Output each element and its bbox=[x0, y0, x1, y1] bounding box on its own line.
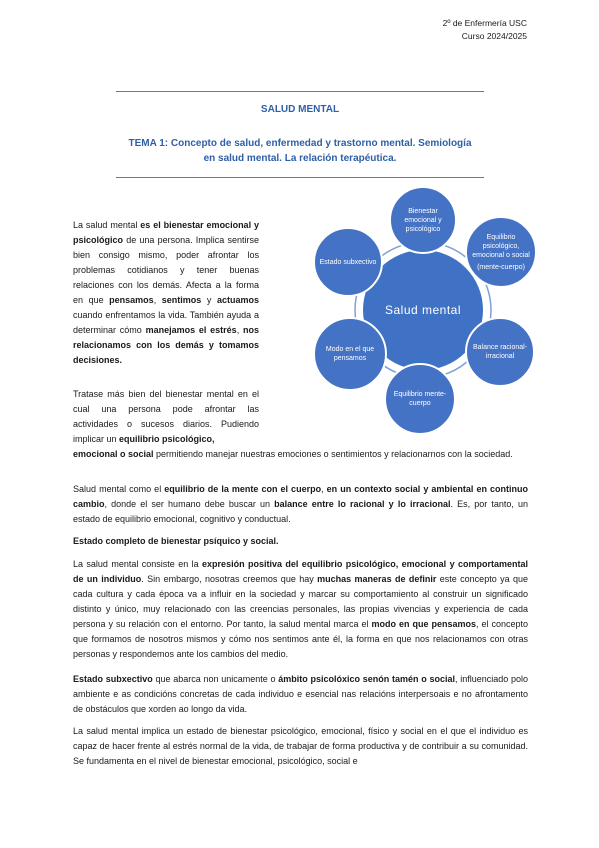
paragraph-expresion-positiva bbox=[73, 557, 528, 662]
p1-text-3: , bbox=[153, 295, 162, 305]
paragraph-bienestar-col bbox=[73, 387, 259, 447]
salud-mental-diagram bbox=[310, 186, 536, 406]
p6-bold-1: Estado subxectivo bbox=[73, 674, 153, 684]
p1-bold-4: actuamos bbox=[216, 295, 259, 305]
p2-text-2: permitiendo manejar nuestras emociones o sentimientos y relacionarnos con la sociedad. bbox=[153, 449, 513, 459]
node-bienestar: Bienestar emocional y psicológico bbox=[389, 186, 457, 254]
p3-bold-1: equilibrio de la mente con el cuerpo bbox=[164, 484, 322, 494]
node-modo-pensamos: Modo en el que pensamos bbox=[313, 317, 387, 391]
topic-title bbox=[100, 136, 500, 166]
paragraph-estado-subxectivo bbox=[73, 672, 528, 717]
p1-text-5: cuando enfrentamos la vida. También ayuda a determinar cómo bbox=[73, 310, 259, 335]
p1-text-2: de una persona. Implica sentirse bien consigo mismo, poder afrontar los problemas cotidianos y tener buenas relaciones con los demás. Afecta a la forma en que bbox=[73, 235, 259, 305]
paragraph-implica bbox=[73, 724, 528, 769]
p5-bold-2: muchas maneras de definir bbox=[317, 574, 437, 584]
p1-bold-2: pensamos bbox=[109, 295, 154, 305]
node-equilibrio-psicologico-label: Equilibrio psicológico, emocional o social bbox=[472, 233, 530, 259]
p1-text-4: y bbox=[201, 295, 217, 305]
course-header bbox=[443, 17, 527, 43]
p1-bold-6: nos relacionamos con los demás y tomamos decisiones. bbox=[73, 325, 259, 365]
node-equilibrio-mente-cuerpo: Equilibrio mente-cuerpo bbox=[384, 363, 456, 435]
p1-bold-5: manejamos el estrés bbox=[145, 325, 237, 335]
topic-title-line-1: TEMA 1: Concepto de salud, enfermedad y trastorno mental. Semiología bbox=[128, 138, 472, 149]
p7-text-1: La salud mental implica un estado de bienestar psicológico, emocional, físico y social en el que el individuo es capaz de hacer frente al estrés normal de la vida, de trabajar de forma productiva y de contribuir a su comunidad. Se fundamenta en el nivel de bienestar emocional, psicológico, social e bbox=[73, 726, 528, 766]
paragraph-bienestar-full bbox=[73, 447, 528, 462]
p5-text-4: , el concepto que formamos de nosotros mismos y cómo nos sentimos ante él, la forma en que nos relacionamos con otras personas y respondemos ante los cambios del medio. bbox=[73, 619, 528, 659]
p3-text-2: , bbox=[321, 484, 327, 494]
p1-bold-1: es el bienestar emocional y psicológico bbox=[73, 220, 259, 245]
course-line-2: Curso 2024/2025 bbox=[461, 31, 527, 41]
p2-bold-2: emocional o social bbox=[73, 449, 154, 459]
p5-text-1: La salud mental consiste en la bbox=[73, 559, 203, 569]
page-title: SALUD MENTAL bbox=[260, 104, 340, 115]
p4-bold-1: Estado completo de bienestar psíquico y social. bbox=[73, 536, 279, 546]
bottom-rule bbox=[116, 177, 484, 178]
node-equilibrio-psicologico bbox=[465, 216, 537, 288]
p2-bold-1: equilibrio psicológico, bbox=[119, 434, 215, 444]
paragraph-definition bbox=[73, 218, 259, 368]
p3-text-4: . Es, por tanto, un estado de equilibrio emocional, cognitivo y conductual. bbox=[73, 499, 529, 524]
node-equilibrio-psicologico-extra: (mente-cuerpo) bbox=[477, 263, 525, 271]
p1-text-1: La salud mental bbox=[73, 220, 141, 230]
p5-bold-3: modo en que pensamos bbox=[371, 619, 476, 629]
p1-text-6: , bbox=[236, 325, 243, 335]
p2-text-1: Tratase más bien del bienestar mental en el cual una persona pode afrontar las actividades o sucesos diarios. Pudiendo implicar un bbox=[73, 389, 259, 444]
p6-text-2: , influenciado polo ambiente e as condicións concretas de cada individuo e esencial nas relacións interpersoais e no afrontamento de obstáculos que xorden ao longo da vida. bbox=[73, 674, 529, 714]
p3-text-1: Salud mental como el bbox=[73, 484, 165, 494]
topic-title-line-2: en salud mental. La relación terapéutica. bbox=[203, 153, 397, 164]
p5-text-2: . Sin embargo, nosotras creemos que hay bbox=[141, 574, 318, 584]
p6-text-1: que abarca non unicamente o bbox=[152, 674, 279, 684]
paragraph-estado-completo bbox=[73, 534, 528, 549]
p3-text-3: , donde el ser humano debe buscar un bbox=[104, 499, 275, 509]
p5-text-3: este concepto ya que cada cultura y cada época va a influir en la sociedad y marcar su comportamiento al construir un significado distinto y único, muy relacionado con las creencias personales, las propias vivencias y experiencia de cada persona y su relación con el entorno. Por tanto, la salud mental marca el bbox=[73, 574, 529, 629]
p5-bold-1: expresión positiva del equilibrio psicológico, emocional y comportamental de un individuo bbox=[73, 559, 528, 584]
p3-bold-2: en un contexto social y ambiental en continuo cambio bbox=[73, 484, 529, 509]
top-rule bbox=[116, 91, 484, 92]
paragraph-mente-cuerpo bbox=[73, 482, 528, 527]
p1-bold-3: sentimos bbox=[161, 295, 202, 305]
p3-bold-3: balance entre lo racional y lo irracional bbox=[274, 499, 451, 509]
node-estado-subxectivo: Estado subxectivo bbox=[313, 227, 383, 297]
diagram-center: Salud mental bbox=[363, 250, 483, 370]
course-line-1: 2º de Enfermería USC bbox=[442, 18, 527, 28]
node-balance: Balance racional-irracional bbox=[465, 317, 535, 387]
p6-bold-2: ámbito psicolóxico senón tamén o social bbox=[278, 674, 455, 684]
